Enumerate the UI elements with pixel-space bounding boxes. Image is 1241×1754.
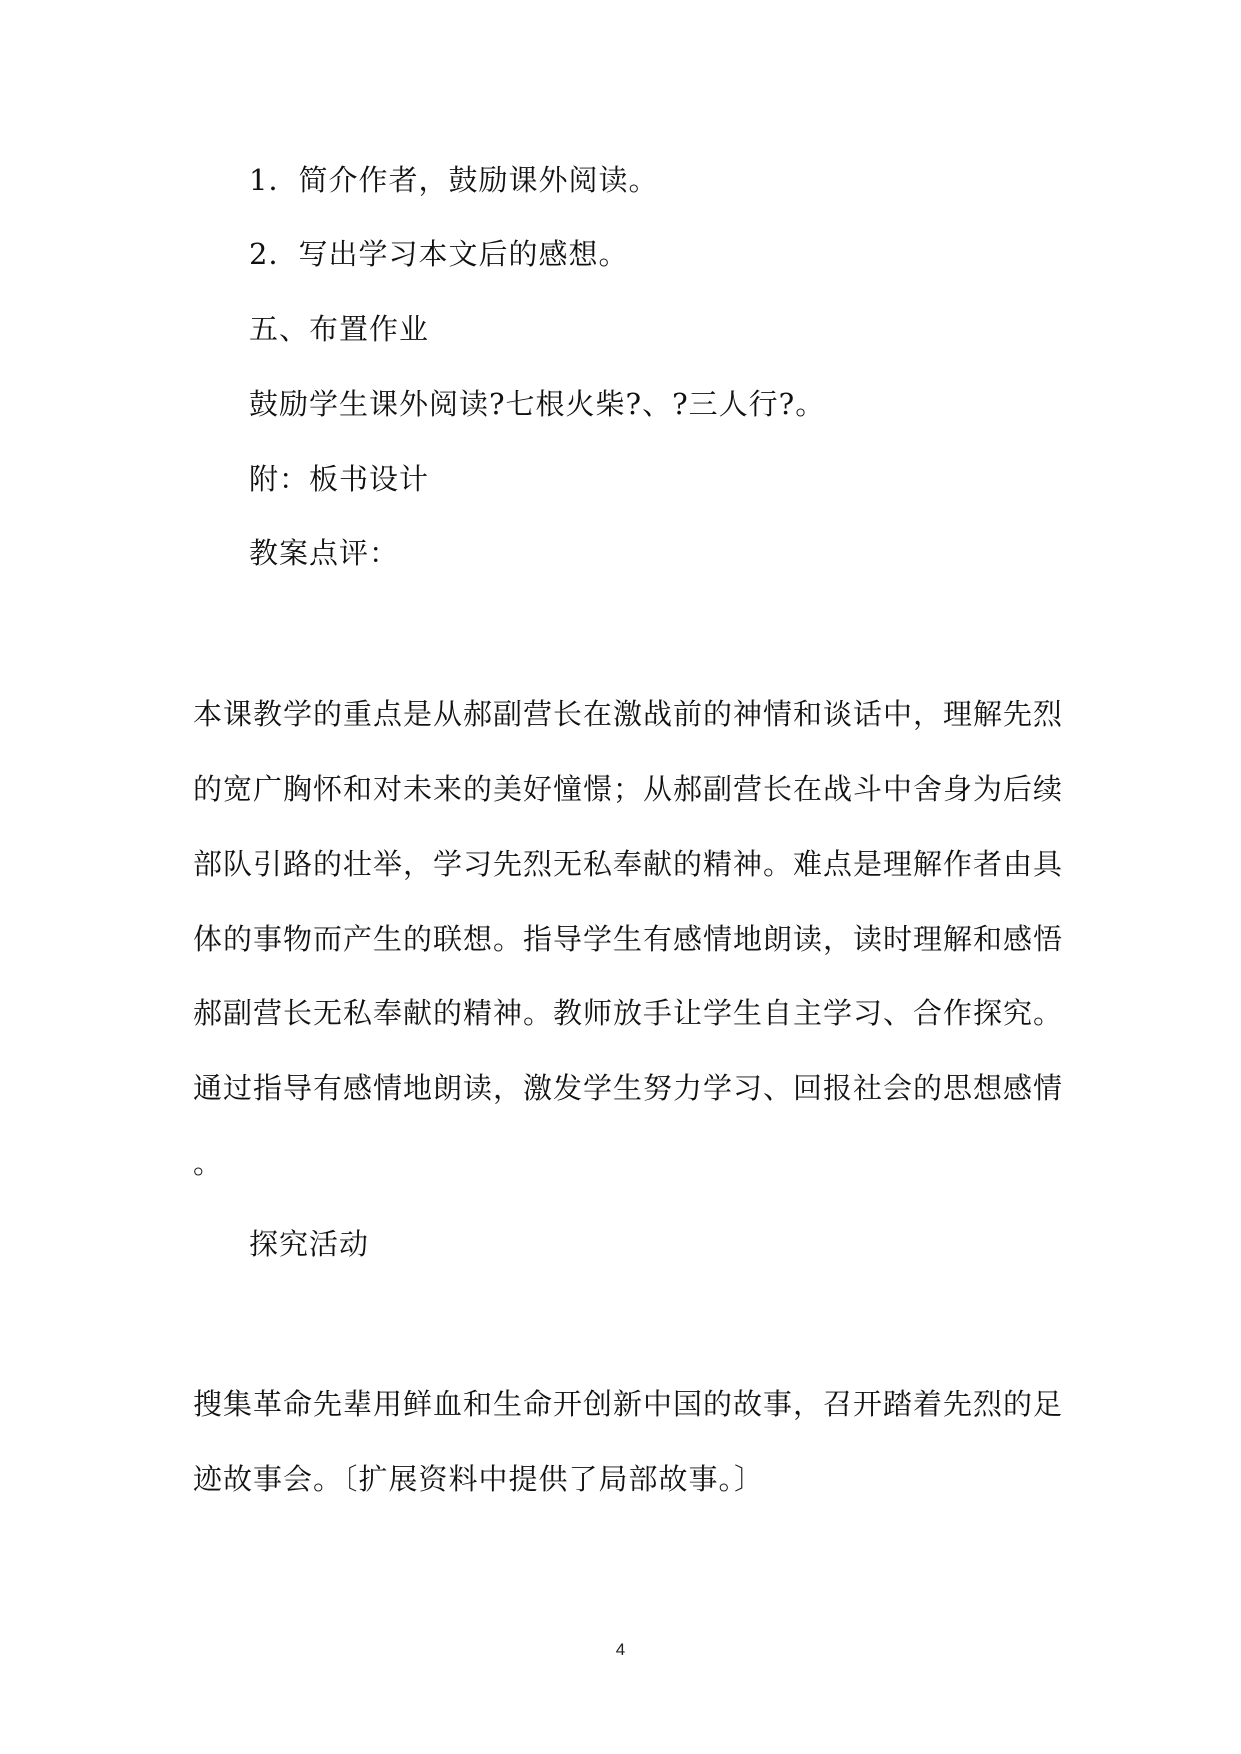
list-item: 2．写出学习本文后的感想。 [249,237,629,271]
section-heading: 五、布置作业 [249,312,430,346]
appendix-label: 附：板书设计 [249,462,430,496]
review-line: 。 [193,1146,224,1180]
review-heading: 教案点评： [249,536,400,570]
review-line: 的宽广胸怀和对未来的美好憧憬；从郝副营长在战斗中舍身为后续 [193,772,1064,806]
page-number: 4 [615,1640,626,1659]
review-line: 本课教学的重点是从郝副营长在激战前的神情和谈话中，理解先烈 [193,697,1064,731]
homework-paragraph: 鼓励学生课外阅读?七根火柴?、?三人行?。 [249,387,826,421]
activity-heading: 探究活动 [249,1227,370,1261]
review-line: 郝副营长无私奉献的精神。教师放手让学生自主学习、合作探究。 [193,996,1064,1030]
review-line: 部队引路的壮举，学习先烈无私奉献的精神。难点是理解作者由具 [193,847,1064,881]
list-item: 1．简介作者，鼓励课外阅读。 [249,163,659,197]
review-line: 体的事物而产生的联想。指导学生有感情地朗读，读时理解和感悟 [193,922,1064,956]
review-line: 通过指导有感情地朗读，激发学生努力学习、回报社会的思想感情 [193,1071,1064,1105]
activity-line: 迹故事会。〔扩展资料中提供了局部故事。〕 [193,1462,765,1496]
activity-line: 搜集革命先辈用鲜血和生命开创新中国的故事，召开踏着先烈的足 [193,1387,1064,1421]
